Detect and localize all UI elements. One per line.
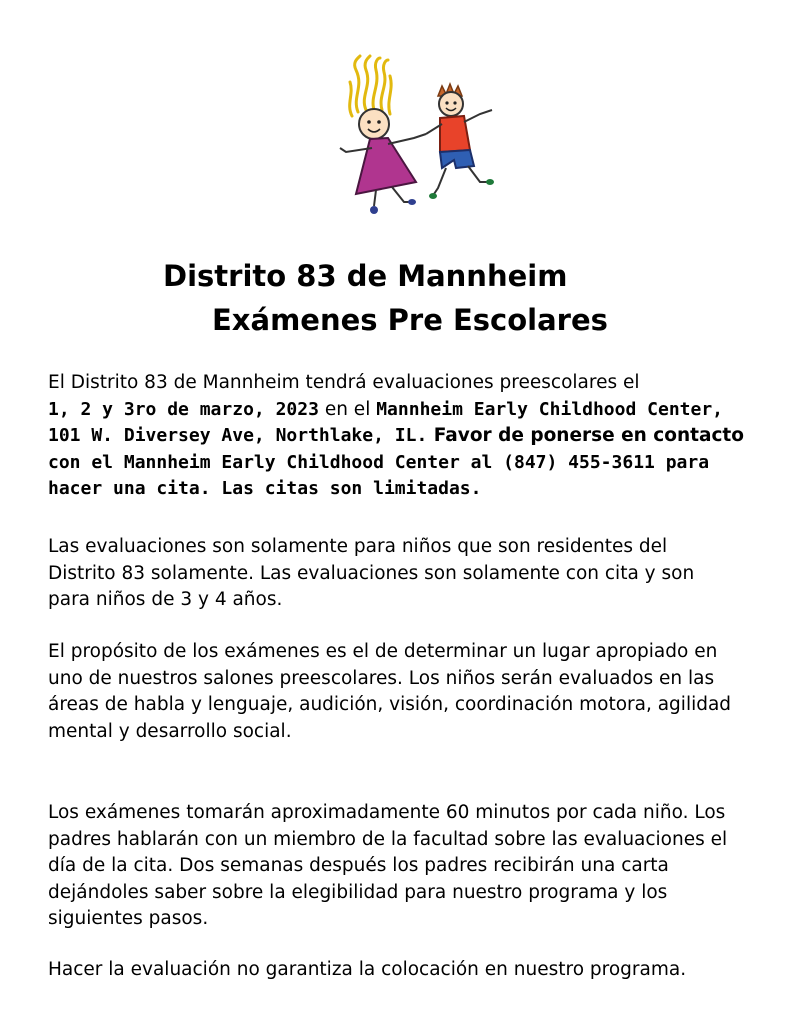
duration-line: Los exámenes tomarán aproximadamente 60 minutos por cada niño. Los [48,802,726,823]
girl-hair [350,56,391,116]
girl-head [359,109,389,139]
disclaimer-line: Hacer la evaluación no garantiza la colocación en nuestro programa. [48,959,687,980]
paragraph-duration [48,800,788,933]
eligibility-line: para niños de 3 y 4 años. [48,589,283,610]
duration-line: siguientes pasos. [48,908,209,929]
center-name: Mannheim Early Childhood Center, [376,398,723,420]
eligibility-line: Las evaluaciones son solamente para niños que son residentes del [48,536,668,557]
page-subtitle: Exámenes Pre Escolares [212,303,608,337]
center-address: 101 W. Diversey Ave, Northlake, IL. [48,425,428,446]
intro-line-5: hacer una cita. Las citas son limitadas. [48,478,482,499]
eligibility-line: Distrito 83 solamente. Las evaluaciones son solamente con cita y son [48,562,695,584]
purpose-line: mental y desarrollo social. [48,720,292,742]
purpose-line: uno de nuestros salones preescolares. Los niños serán evaluados en las [48,667,715,689]
purpose-line: áreas de habla y lenguaje, audición, visión, coordinación motora, agilidad [48,694,732,715]
intro-line-2 [48,397,788,424]
girl-dress [356,138,416,194]
page-title: Distrito 83 de Mannheim [163,259,568,293]
duration-line: día de la cita. Dos semanas después los padres recibirán una carta [48,855,669,876]
contact-text: Favor de ponerse en contacto [427,425,744,446]
intro-line-1: El Distrito 83 de Mannheim tendrá evaluaciones preescolares el [48,372,640,393]
kids-illustration [330,52,505,222]
intro-en-el: en el [318,398,377,420]
intro-line-3 [48,423,788,450]
paragraph-eligibility [48,534,788,614]
duration-line: padres hablarán con un miembro de la facultad sobre las evaluaciones el [48,828,728,850]
paragraph-purpose [48,639,788,745]
boy-head [439,92,463,116]
duration-line: dejándoles saber sobre la elegibilidad para nuestro programa y los [48,881,668,903]
paragraph-disclaimer [48,957,788,984]
intro-line-4: con el Mannheim Early Childhood Center al (847) 455-3611 para [48,451,710,473]
paragraph-intro [48,370,788,503]
boy-shorts [440,150,474,168]
exam-dates: 1, 2 y 3ro de marzo, 2023 [48,398,319,420]
purpose-line: El propósito de los exámenes es el de determinar un lugar apropiado en [48,641,718,662]
